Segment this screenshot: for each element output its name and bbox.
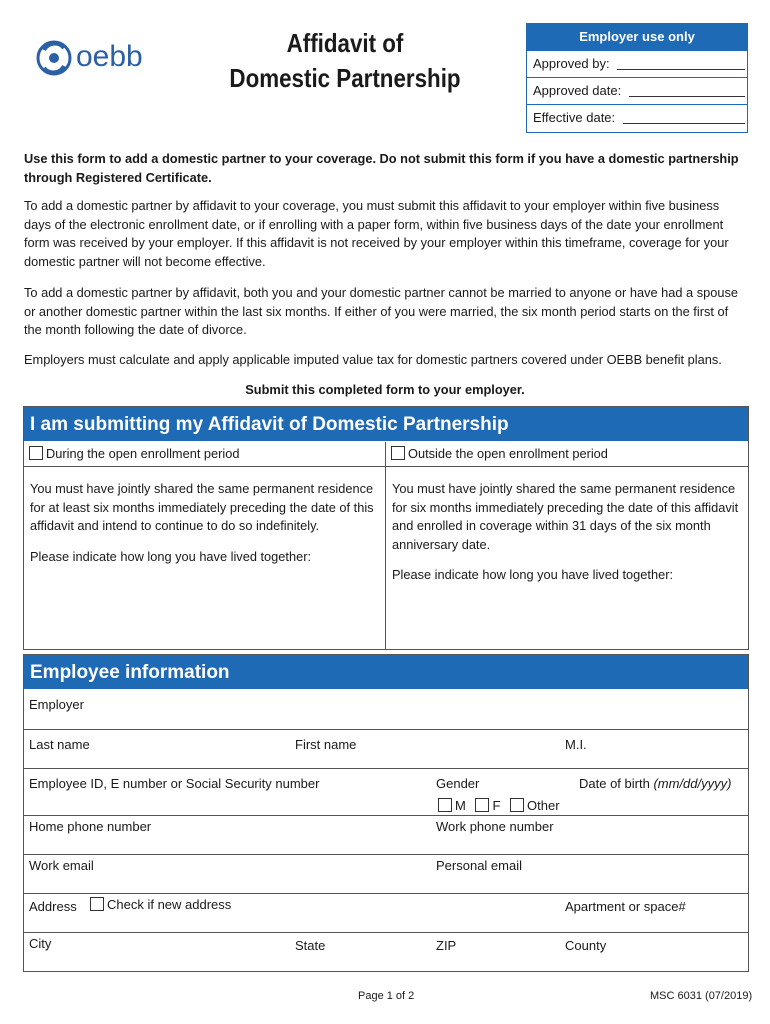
open-enrollment-checkbox[interactable] <box>29 446 43 460</box>
open-enrollment-column <box>24 442 386 649</box>
apartment-label: Apartment or space# <box>565 899 686 914</box>
oebb-logo <box>36 38 166 82</box>
email-row[interactable] <box>24 854 748 893</box>
first-name-label: First name <box>295 737 357 752</box>
dob-text: Date of birth <box>579 776 650 791</box>
title-line-1: Affidavit of <box>286 28 404 58</box>
new-address-label: Check if new address <box>107 897 232 912</box>
open-enrollment-question: Please indicate how long you have lived together: <box>30 549 312 564</box>
employee-info-section <box>23 654 749 972</box>
submitting-heading: I am submitting my Affidavit of Domestic Partnership <box>24 407 748 441</box>
gender-other-checkbox[interactable] <box>510 798 524 812</box>
employer-label: Employer <box>29 697 84 712</box>
gender-other-label: Other <box>527 798 560 813</box>
approved-by-row <box>527 50 747 77</box>
intro-paragraph-3: Employers must calculate and apply applicable imputed value tax for domestic partners covered under OEBB benefit plans. <box>24 352 722 367</box>
employee-info-heading: Employee information <box>24 655 748 689</box>
personal-email-label: Personal email <box>436 858 522 873</box>
outside-enrollment-question: Please indicate how long you have lived together: <box>392 567 674 582</box>
open-enrollment-text: You must have jointly shared the same permanent residence for at least six months immediately preceding the date of this affidavit and intend to continue to do so indefinitely. <box>30 481 374 533</box>
employee-id-label: Employee ID, E number or Social Security number <box>29 776 320 791</box>
effective-date-label: Effective date: <box>533 110 616 125</box>
name-row[interactable] <box>24 729 748 768</box>
submitting-section <box>23 406 749 650</box>
last-name-label: Last name <box>29 737 90 752</box>
intro-lead: Use this form to add a domestic partner to your coverage. Do not submit this form if you have a domestic partnership through Registered Certificate. <box>24 151 739 185</box>
work-phone-label: Work phone number <box>436 819 554 834</box>
id-gender-dob-row[interactable] <box>24 768 748 815</box>
approved-date-label: Approved date: <box>533 83 622 98</box>
intro-paragraph-1: To add a domestic partner by affidavit to your coverage, you must submit this affidavit to your employer within five business days of the electronic enrollment date, or if enrolling with a paper form, within five business days of the date your enrollment form was received by your employer. If this affidavit is not received by your employer within this timeframe, coverage for your domestic partner will not become effective. <box>24 198 729 269</box>
home-phone-label: Home phone number <box>29 819 152 834</box>
city-label: City <box>29 936 52 951</box>
zip-label: ZIP <box>436 938 457 953</box>
outside-enrollment-label: Outside the open enrollment period <box>408 446 608 461</box>
gender-label: Gender <box>436 776 480 791</box>
work-email-label: Work email <box>29 858 94 873</box>
new-address-option[interactable] <box>90 897 231 912</box>
dob-label <box>579 776 731 791</box>
gender-f-checkbox[interactable] <box>475 798 489 812</box>
intro-paragraph-2: To add a domestic partner by affidavit, both you and your domestic partner cannot be married to anyone or have had a spouse or another domestic partner within the last six months. If either of you were married, the six month period starts on the first of the month following the date of divorce. <box>24 285 738 337</box>
form-id: MSC 6031 (07/2019) <box>650 990 753 1002</box>
gender-f-label: F <box>492 798 501 813</box>
effective-date-row <box>527 104 747 131</box>
approved-date-row <box>527 77 747 104</box>
approved-by-field[interactable] <box>617 55 745 70</box>
mi-label: M.I. <box>565 737 587 752</box>
open-enrollment-label: During the open enrollment period <box>46 446 240 461</box>
gender-m-checkbox[interactable] <box>438 798 452 812</box>
approved-by-label: Approved by: <box>533 56 610 71</box>
phone-row[interactable] <box>24 815 748 854</box>
oebb-logo-icon <box>36 38 74 78</box>
effective-date-field[interactable] <box>623 109 745 124</box>
new-address-checkbox[interactable] <box>90 897 104 911</box>
title-line-2: Domestic Partnership <box>229 63 461 93</box>
employer-use-heading: Employer use only <box>527 24 747 50</box>
page-number: Page 1 of 2 <box>358 990 415 1002</box>
address-row[interactable] <box>24 893 748 932</box>
submit-instruction: Submit this completed form to your employer. <box>245 382 525 397</box>
state-label: State <box>295 938 326 953</box>
logo-text: oebb <box>76 40 143 73</box>
city-row[interactable] <box>24 932 748 971</box>
page-title <box>229 26 461 96</box>
dob-format: (mm/dd/yyyy) <box>653 776 732 791</box>
outside-enrollment-checkbox[interactable] <box>391 446 405 460</box>
outside-enrollment-option[interactable] <box>386 442 748 467</box>
county-label: County <box>565 938 607 953</box>
employer-row[interactable] <box>24 690 748 728</box>
gender-m-label: M <box>455 798 466 813</box>
outside-enrollment-text: You must have jointly shared the same permanent residence for six months immediately preceding the date of this affidavit and enrolled in coverage within 31 days of the six month anniversary date. <box>392 481 739 552</box>
address-label: Address <box>29 899 77 914</box>
gender-options <box>438 798 560 813</box>
employer-use-box <box>526 23 748 133</box>
open-enrollment-option[interactable] <box>24 442 385 467</box>
approved-date-field[interactable] <box>629 82 745 97</box>
outside-enrollment-column <box>386 442 748 649</box>
